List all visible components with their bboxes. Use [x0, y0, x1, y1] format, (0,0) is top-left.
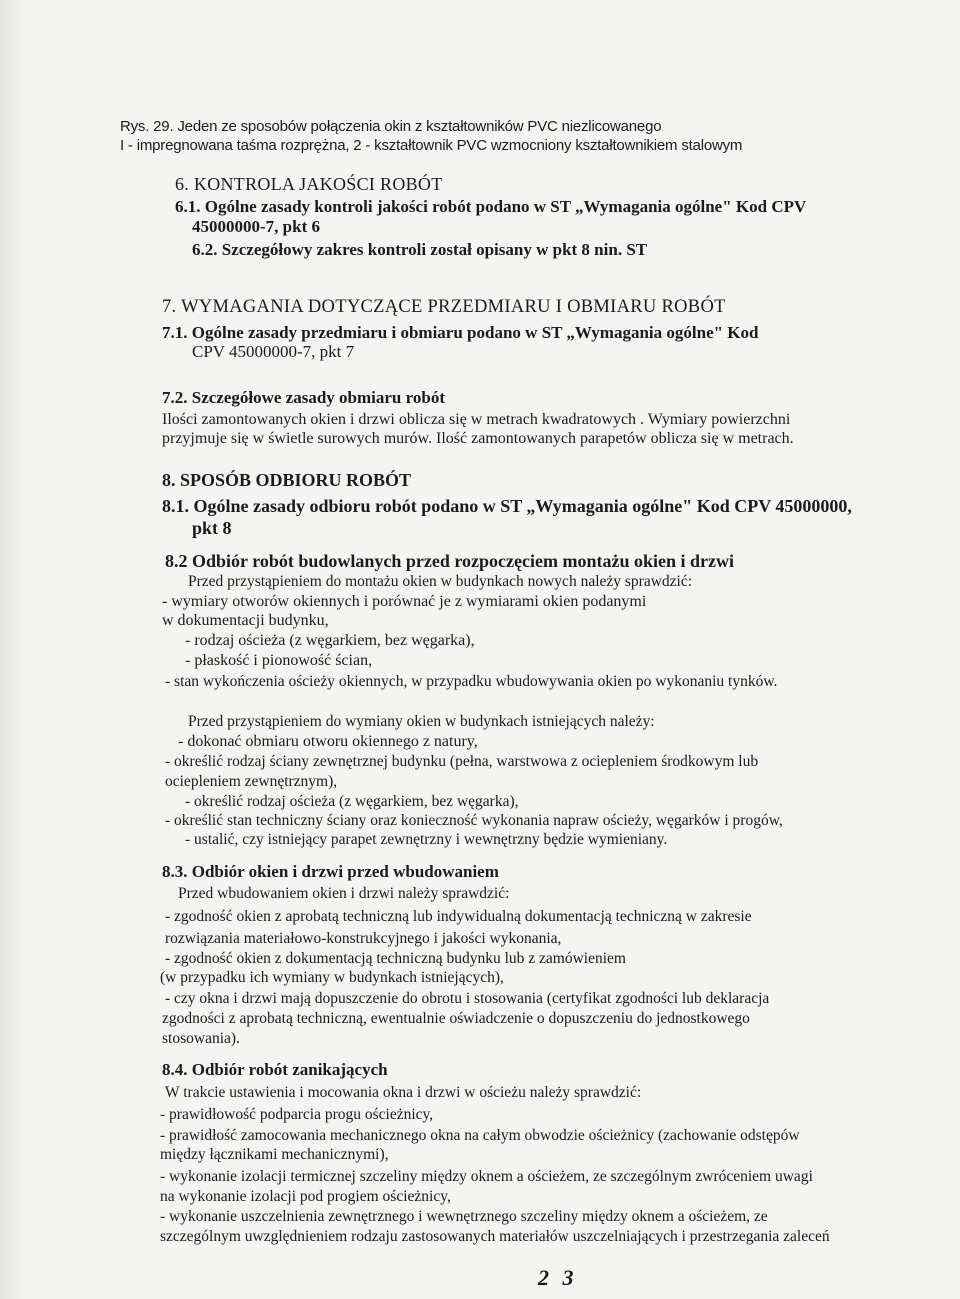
section-8-4-line: na wykonanie izolacji pod progiem ościeżnicy, — [160, 1188, 451, 1205]
section-6-1-line1: 6.1. Ogólne zasady kontroli jakości robót podano w ST „Wymagania ogólne" Kod CPV — [175, 197, 807, 216]
section-8-2-line: Przed przystąpieniem do montażu okien w budynkach nowych należy sprawdzić: — [188, 573, 693, 590]
scan-edge-shadow — [0, 0, 22, 1299]
section-8-4-line: - prawidłowość podparcia progu ościeżnicy, — [160, 1106, 434, 1123]
section-8-3-line: Przed wbudowaniem okien i drzwi należy sprawdzić: — [178, 885, 510, 902]
section-8-3-line: - zgodność okien z aprobatą techniczną lub indywidualną dokumentacją techniczną w zakresie — [165, 908, 752, 925]
section-8-title: 8. SPOSÓB ODBIORU ROBÓT — [162, 470, 412, 490]
section-8-2b-line: - określić rodzaj ościeża (z węgarkiem, bez węgarka), — [185, 793, 519, 810]
section-8-2-title: 8.2 Odbiór robót budowlanych przed rozpoczęciem montażu okien i drzwi — [165, 551, 734, 571]
section-8-2-line: - rodzaj ościeża (z węgarkiem, bez węgarka), — [185, 632, 475, 649]
section-8-2-line: - płaskość i pionowość ścian, — [185, 652, 373, 669]
section-8-4-line: - prawidłość zamocowania mechanicznego okna na całym obwodzie ościeżnicy (zachowanie odstępów — [160, 1127, 800, 1144]
section-8-4-title: 8.4. Odbiór robót zanikających — [162, 1060, 388, 1079]
section-8-2b-line: - dokonać obmiaru otworu okiennego z natury, — [178, 733, 478, 750]
section-8-4-line: - wykonanie izolacji termicznej szczeliny między oknem a ościeżem, ze szczególnym zwróceniem uwagi — [160, 1168, 813, 1185]
figure-caption-line2: I - impregnowana taśma rozprężna, 2 - kształtownik PVC wzmocniony kształtownikiem stalowym — [120, 137, 743, 154]
section-8-3-title: 8.3. Odbiór okien i drzwi przed wbudowaniem — [162, 862, 499, 881]
section-8-4-line: szczególnym uwzględnieniem rodzaju zastosowanych materiałów uszczelniających i przestrzegania zaleceń — [160, 1228, 830, 1245]
section-6-2: 6.2. Szczegółowy zakres kontroli został opisany w pkt 8 nin. ST — [192, 240, 648, 259]
section-7-title: 7. WYMAGANIA DOTYCZĄCE PRZEDMIARU I OBMIARU ROBÓT — [162, 297, 726, 317]
section-8-3-line: zgodności z aprobatą techniczną, ewentualnie oświadczenie o dopuszczeniu do jednostkowego — [162, 1010, 750, 1027]
section-7-1-line2: CPV 45000000-7, pkt 7 — [192, 342, 355, 361]
section-8-2b-line: - ustalić, czy istniejący parapet zewnętrzny i wewnętrzny będzie wymieniany. — [185, 831, 668, 848]
section-8-3-line: - czy okna i drzwi mają dopuszczenie do obrotu i stosowania (certyfikat zgodności lub deklaracja — [165, 990, 770, 1007]
section-8-3-line: rozwiązania materiałowo-konstrukcyjnego i jakości wykonania, — [165, 930, 562, 947]
section-8-2-line: - wymiary otworów okiennych i porównać je z wymiarami okien podanymi — [162, 593, 647, 610]
section-8-2b-line: - określić stan techniczny ściany oraz konieczność wykonania napraw ościeży, węgarków i progów, — [165, 812, 783, 829]
section-6-title: 6. KONTROLA JAKOŚCI ROBÓT — [175, 174, 443, 194]
section-8-3-line: - zgodność okien z dokumentacją techniczną budynku lub z zamówieniem — [165, 950, 626, 967]
section-8-4-line: między łącznikami mechanicznymi), — [160, 1146, 389, 1163]
section-8-3-line: (w przypadku ich wymiany w budynkach istniejących), — [160, 969, 504, 986]
figure-caption-line1: Rys. 29. Jeden ze sposobów połączenia okin z kształtowników PVC niezlicowanego — [120, 118, 662, 135]
section-6-1-line2: 45000000-7, pkt 6 — [192, 217, 320, 236]
section-8-2b-line: ociepleniem zewnętrznym), — [165, 773, 338, 790]
section-8-2-line: w dokumentacji budynku, — [162, 612, 329, 629]
section-8-4-line: W trakcie ustawienia i mocowania okna i drzwi w ościeżu należy sprawdzić: — [165, 1084, 642, 1101]
section-7-2-line1: Ilości zamontowanych okien i drzwi oblicza się w metrach kwadratowych . Wymiary powierzchni — [162, 411, 791, 428]
section-8-2b-line: Przed przystąpieniem do wymiany okien w budynkach istniejących należy: — [188, 713, 655, 730]
section-7-2-title: 7.2. Szczegółowe zasady obmiaru robót — [162, 388, 445, 407]
section-8-1-line2: pkt 8 — [192, 518, 232, 538]
section-8-4-line: - wykonanie uszczelnienia zewnętrznego i wewnętrznego szczeliny między oknem a ościeżem, ze — [160, 1208, 768, 1225]
section-8-2-line: - stan wykończenia ościeży okiennych, w przypadku wbudowywania okien po wykonaniu tynków. — [165, 673, 778, 690]
section-7-2-line2: przyjmuje się w świetle surowych murów. Ilość zamontowanych parapetów oblicza się w metrach. — [162, 430, 794, 447]
section-8-1-line1: 8.1. Ogólne zasady odbioru robót podano w ST „Wymagania ogólne" Kod CPV 45000000, — [162, 496, 852, 516]
page-number: 2 3 — [538, 1265, 578, 1290]
section-8-3-line: stosowania). — [162, 1030, 240, 1047]
section-8-2b-line: - określić rodzaj ściany zewnętrznej budynku (pełna, warstwowa z ociepleniem środkowym lub — [165, 753, 759, 770]
section-7-1-line1: 7.1. Ogólne zasady przedmiaru i obmiaru podano w ST „Wymagania ogólne" Kod — [162, 323, 759, 342]
